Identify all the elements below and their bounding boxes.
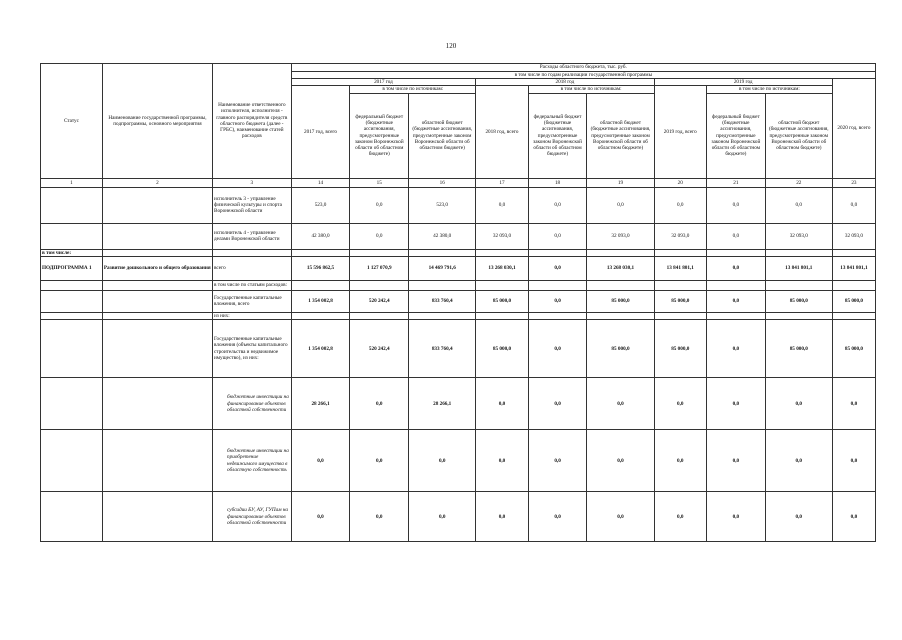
row-value: 0,0 bbox=[528, 256, 587, 280]
header-regional-2018: областной бюджет (бюджетные ассигнования, предусмотренные законом Воронежской области об областном бюджете) bbox=[587, 93, 654, 178]
row-value: 520 242,4 bbox=[350, 290, 409, 312]
row-value bbox=[654, 249, 706, 256]
row-value: 13 841 801,1 bbox=[765, 256, 832, 280]
row-program bbox=[102, 430, 212, 492]
row-value: 0,0 bbox=[409, 430, 476, 492]
row-value: 13 268 030,1 bbox=[587, 256, 654, 280]
row-value: 0,0 bbox=[832, 492, 875, 542]
row-value bbox=[832, 249, 875, 256]
row-value: 0,0 bbox=[654, 187, 706, 223]
table-row bbox=[41, 249, 876, 256]
header-sources-2019: в том числе по источникам: bbox=[706, 86, 832, 93]
row-label: Государственные капитальные вложения, всего bbox=[213, 290, 292, 312]
row-value: 0,0 bbox=[706, 320, 765, 378]
column-number: 2 bbox=[102, 178, 212, 187]
table-header bbox=[41, 64, 876, 188]
row-value bbox=[654, 312, 706, 319]
row-value bbox=[291, 280, 350, 290]
table-body bbox=[41, 187, 876, 541]
row-program bbox=[102, 320, 212, 378]
header-year-2019: 2019 год bbox=[654, 79, 832, 86]
row-program bbox=[102, 249, 212, 256]
table-row bbox=[41, 280, 876, 290]
row-value: 0,0 bbox=[476, 187, 528, 223]
row-label: исполнитель 4 - управление делами Воронежской области bbox=[213, 223, 292, 249]
table-row bbox=[41, 187, 876, 223]
row-value: 14 469 791,6 bbox=[409, 256, 476, 280]
table-row bbox=[41, 430, 876, 492]
row-label bbox=[213, 249, 292, 256]
header-expenses-title: Расходы областного бюджета, тыс. руб. bbox=[291, 64, 875, 72]
row-status bbox=[41, 290, 103, 312]
table-row bbox=[41, 320, 876, 378]
row-label: в том числе по статьям расходов: bbox=[213, 280, 292, 290]
header-program-name: Наименование государственной программы, подпрограммы, основного мероприятия bbox=[102, 64, 212, 179]
row-program bbox=[102, 290, 212, 312]
row-value: 0,0 bbox=[706, 492, 765, 542]
row-status bbox=[41, 312, 103, 319]
row-value: 0,0 bbox=[765, 378, 832, 430]
header-federal-2018: федеральный бюджет (бюджетные ассигнования, предусмотренные законом Воронежской области об областном бюджете) bbox=[528, 93, 587, 178]
column-number: 23 bbox=[832, 178, 875, 187]
row-status bbox=[41, 378, 103, 430]
row-value: 0,0 bbox=[350, 223, 409, 249]
row-value: 0,0 bbox=[291, 492, 350, 542]
row-value bbox=[587, 280, 654, 290]
row-value bbox=[587, 312, 654, 319]
row-value: 1 127 070,9 bbox=[350, 256, 409, 280]
row-value: 0,0 bbox=[350, 187, 409, 223]
header-total-2019: 2019 год, всего bbox=[654, 86, 706, 178]
row-status: ПОДПРОГРАММА 1 bbox=[41, 256, 103, 280]
column-number: 19 bbox=[587, 178, 654, 187]
row-value: 1 354 002,8 bbox=[291, 320, 350, 378]
row-label: исполнитель 3 - управление физической культуры и спорта Воронежской области bbox=[213, 187, 292, 223]
row-label: бюджетные инвестиции на приобретение недвижимого имущества в областную собственность bbox=[213, 430, 292, 492]
row-value: 0,0 bbox=[528, 378, 587, 430]
row-value: 0,0 bbox=[832, 430, 875, 492]
row-value: 0,0 bbox=[476, 492, 528, 542]
header-federal-2019: федеральный бюджет (бюджетные ассигнования, предусмотренные законом Воронежской области об областном бюджете) bbox=[706, 93, 765, 178]
row-value bbox=[476, 312, 528, 319]
row-value: 13 268 030,1 bbox=[476, 256, 528, 280]
row-value: 85 000,0 bbox=[832, 320, 875, 378]
row-label: из них: bbox=[213, 312, 292, 319]
header-regional-2017: областной бюджет (бюджетные ассигнования, предусмотренные законом Воронежской области об областном бюджете) bbox=[409, 93, 476, 178]
row-value: 0,0 bbox=[832, 187, 875, 223]
row-value: 0,0 bbox=[654, 378, 706, 430]
row-value: 85 000,0 bbox=[654, 290, 706, 312]
header-total-2017: 2017 год, всего bbox=[291, 86, 350, 178]
row-value: 0,0 bbox=[528, 187, 587, 223]
row-value: 520 242,4 bbox=[350, 320, 409, 378]
header-sources-2018: в том числе по источникам: bbox=[528, 86, 654, 93]
column-number: 14 bbox=[291, 178, 350, 187]
row-program bbox=[102, 492, 212, 542]
row-value bbox=[654, 280, 706, 290]
row-value bbox=[476, 249, 528, 256]
row-value: 0,0 bbox=[476, 430, 528, 492]
row-status bbox=[41, 430, 103, 492]
row-value: 0,0 bbox=[832, 378, 875, 430]
header-year-2017: 2017 год bbox=[291, 79, 476, 86]
row-value: 28 266,1 bbox=[409, 378, 476, 430]
row-value: 32 093,0 bbox=[832, 223, 875, 249]
row-value: 0,0 bbox=[654, 430, 706, 492]
row-value bbox=[832, 280, 875, 290]
row-value: 0,0 bbox=[528, 430, 587, 492]
row-label: Государственные капитальные вложения (объекты капитального строительства и недвижимое имущество), из них: bbox=[213, 320, 292, 378]
row-program bbox=[102, 187, 212, 223]
column-number: 22 bbox=[765, 178, 832, 187]
row-value bbox=[706, 249, 765, 256]
row-value: 85 000,0 bbox=[587, 290, 654, 312]
row-value: 833 760,4 bbox=[409, 320, 476, 378]
header-total-2020: 2020 год, всего bbox=[832, 79, 875, 178]
row-value: 0,0 bbox=[706, 187, 765, 223]
table-row bbox=[41, 378, 876, 430]
row-value: 0,0 bbox=[765, 430, 832, 492]
row-value: 13 841 801,1 bbox=[832, 256, 875, 280]
row-value bbox=[291, 249, 350, 256]
row-value: 42 380,0 bbox=[291, 223, 350, 249]
table-row bbox=[41, 312, 876, 319]
row-label: бюджетные инвестиции на финансирование объектов областной собственности bbox=[213, 378, 292, 430]
row-value: 0,0 bbox=[587, 187, 654, 223]
row-value: 0,0 bbox=[291, 430, 350, 492]
row-value bbox=[350, 249, 409, 256]
row-value bbox=[765, 280, 832, 290]
row-program bbox=[102, 312, 212, 319]
row-value bbox=[706, 280, 765, 290]
row-label: субсидии БУ, АУ, ГУПам на финансирование объектов областной собственности bbox=[213, 492, 292, 542]
row-value: 0,0 bbox=[706, 430, 765, 492]
row-value: 85 000,0 bbox=[765, 320, 832, 378]
row-status bbox=[41, 223, 103, 249]
row-value: 42 380,0 bbox=[409, 223, 476, 249]
row-status bbox=[41, 187, 103, 223]
table-row bbox=[41, 290, 876, 312]
row-value: 85 000,0 bbox=[832, 290, 875, 312]
table-row bbox=[41, 256, 876, 280]
row-value: 32 093,0 bbox=[654, 223, 706, 249]
row-value: 523,0 bbox=[409, 187, 476, 223]
row-program bbox=[102, 223, 212, 249]
row-value bbox=[409, 312, 476, 319]
row-status bbox=[41, 280, 103, 290]
row-value: 0,0 bbox=[587, 430, 654, 492]
row-status bbox=[41, 320, 103, 378]
row-value: 0,0 bbox=[706, 290, 765, 312]
budget-table bbox=[40, 63, 876, 542]
column-number: 17 bbox=[476, 178, 528, 187]
row-value: 85 000,0 bbox=[587, 320, 654, 378]
column-number: 21 bbox=[706, 178, 765, 187]
row-value: 32 093,0 bbox=[765, 223, 832, 249]
row-value: 85 000,0 bbox=[476, 290, 528, 312]
column-number: 3 bbox=[213, 178, 292, 187]
row-program bbox=[102, 378, 212, 430]
row-value bbox=[832, 312, 875, 319]
row-value: 0,0 bbox=[350, 430, 409, 492]
table-row bbox=[41, 492, 876, 542]
row-value: 0,0 bbox=[476, 378, 528, 430]
row-value bbox=[476, 280, 528, 290]
row-value: 0,0 bbox=[654, 492, 706, 542]
row-value: 85 000,0 bbox=[476, 320, 528, 378]
column-number: 18 bbox=[528, 178, 587, 187]
row-value: 0,0 bbox=[706, 378, 765, 430]
row-value bbox=[528, 280, 587, 290]
row-value: 85 000,0 bbox=[654, 320, 706, 378]
header-regional-2019: областной бюджет (бюджетные ассигнования, предусмотренные законом Воронежской области об областном бюджете) bbox=[765, 93, 832, 178]
row-value bbox=[765, 312, 832, 319]
row-status: в том числе: bbox=[41, 249, 103, 256]
row-value: 32 093,0 bbox=[476, 223, 528, 249]
column-number: 16 bbox=[409, 178, 476, 187]
header-status: Статус bbox=[41, 64, 103, 179]
row-value: 13 841 801,1 bbox=[654, 256, 706, 280]
row-value: 85 000,0 bbox=[765, 290, 832, 312]
row-value: 28 266,1 bbox=[291, 378, 350, 430]
column-number: 20 bbox=[654, 178, 706, 187]
row-program bbox=[102, 280, 212, 290]
row-value bbox=[409, 249, 476, 256]
row-value: 0,0 bbox=[350, 378, 409, 430]
row-value: 833 760,4 bbox=[409, 290, 476, 312]
column-number: 1 bbox=[41, 178, 103, 187]
column-number: 15 bbox=[350, 178, 409, 187]
row-value: 0,0 bbox=[706, 223, 765, 249]
row-program: Развитие дошкольного и общего образования bbox=[102, 256, 212, 280]
row-value: 0,0 bbox=[350, 492, 409, 542]
header-federal-2017: федеральный бюджет (бюджетные ассигнования, предусмотренные законом Воронежской области об областном бюджете) bbox=[350, 93, 409, 178]
row-value: 15 596 862,5 bbox=[291, 256, 350, 280]
row-value bbox=[409, 280, 476, 290]
header-year-2018: 2018 год bbox=[476, 79, 654, 86]
row-value: 32 093,0 bbox=[587, 223, 654, 249]
header-sources-2017: в том числе по источникам: bbox=[350, 86, 476, 93]
row-value: 0,0 bbox=[706, 256, 765, 280]
header-by-years: в том числе по годам реализации государственной программы bbox=[291, 72, 875, 79]
header-executor: Наименование ответственного исполнителя, исполнителя - главного распорядителя средств областного бюджета (далее - ГРБС), наименование статей расходов bbox=[213, 64, 292, 179]
row-label: всего bbox=[213, 256, 292, 280]
row-value: 0,0 bbox=[528, 223, 587, 249]
row-value bbox=[291, 312, 350, 319]
row-value: 523,0 bbox=[291, 187, 350, 223]
column-numbers-row bbox=[41, 178, 876, 187]
row-value bbox=[587, 249, 654, 256]
row-value bbox=[706, 312, 765, 319]
row-value: 0,0 bbox=[587, 492, 654, 542]
row-value: 0,0 bbox=[765, 187, 832, 223]
row-value bbox=[765, 249, 832, 256]
row-value: 1 354 002,8 bbox=[291, 290, 350, 312]
row-value: 0,0 bbox=[587, 378, 654, 430]
row-value bbox=[528, 312, 587, 319]
row-value: 0,0 bbox=[765, 492, 832, 542]
table-row bbox=[41, 223, 876, 249]
page-number: 120 bbox=[445, 42, 457, 50]
row-value bbox=[528, 249, 587, 256]
row-value: 0,0 bbox=[528, 290, 587, 312]
row-value: 0,0 bbox=[528, 320, 587, 378]
row-status bbox=[41, 492, 103, 542]
row-value bbox=[350, 312, 409, 319]
header-total-2018: 2018 год, всего bbox=[476, 86, 528, 178]
row-value bbox=[350, 280, 409, 290]
row-value: 0,0 bbox=[409, 492, 476, 542]
row-value: 0,0 bbox=[528, 492, 587, 542]
